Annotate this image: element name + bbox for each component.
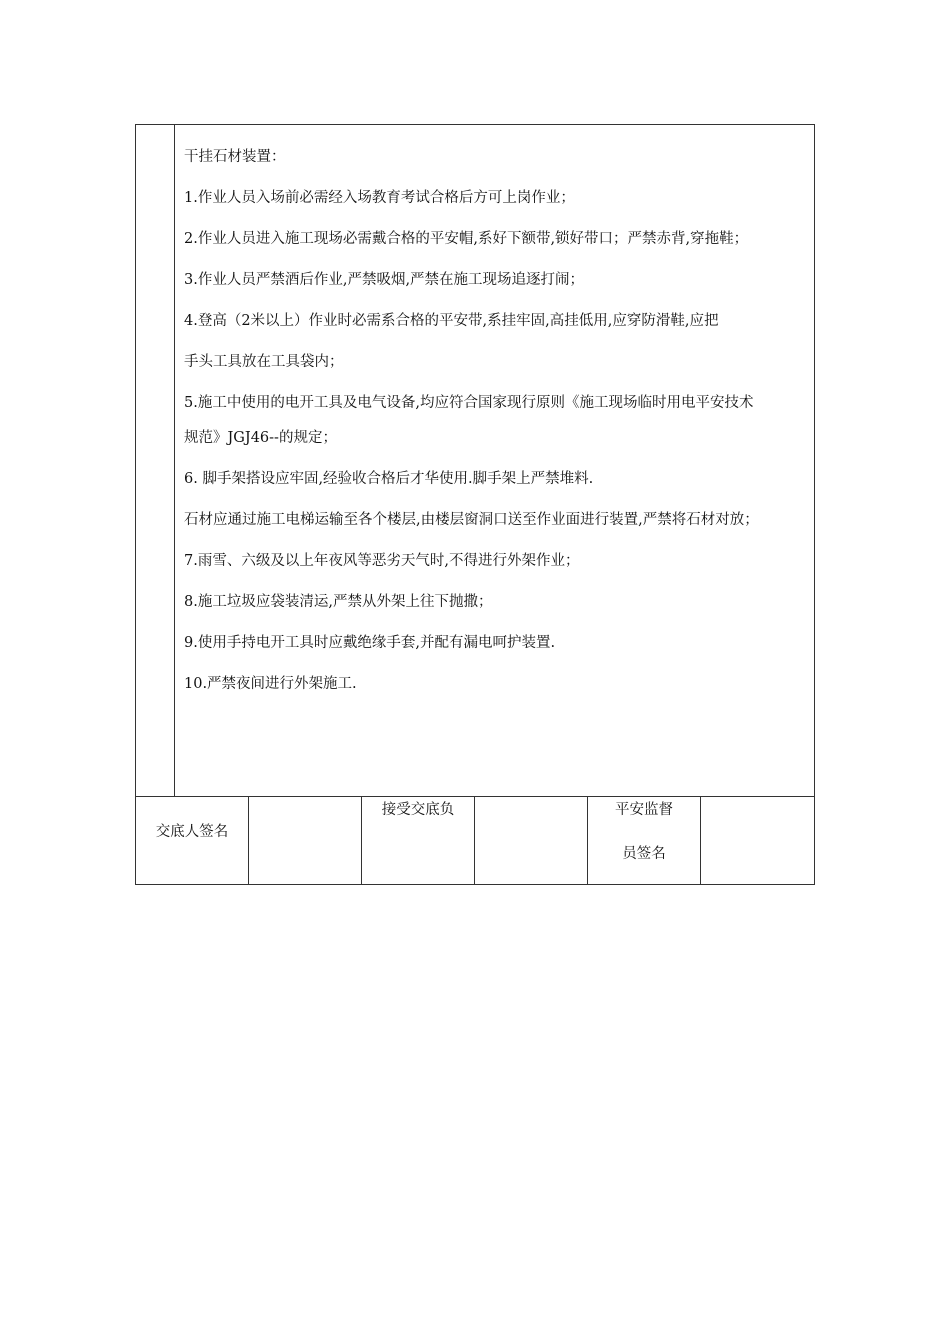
content-label-column — [136, 125, 175, 796]
content-table — [135, 124, 815, 797]
receiver-label: 接受交底负 — [381, 802, 455, 818]
supervisor-label-line2: 员签名 — [622, 846, 666, 862]
supervisor-signature-field[interactable] — [701, 797, 814, 884]
rule-item: 3.作业人员严禁酒后作业,严禁吸烟,严禁在施工现场追逐打闹； — [184, 272, 585, 288]
rule-item: 手头工具放在工具袋内； — [184, 354, 344, 370]
supervisor-label-cell — [588, 797, 701, 884]
supervisor-label-line1: 平安监督 — [615, 802, 673, 818]
rule-item: 4.登高（2米以上）作业时必需系合格的平安带,系挂牢固,高挂低用,应穿防滑鞋,应把 — [184, 313, 719, 329]
rule-item: 1.作业人员入场前必需经入场教育考试合格后方可上岗作业； — [184, 190, 575, 206]
discloser-label: 交底人签名 — [155, 824, 229, 840]
signature-row — [135, 796, 815, 885]
rule-item: 规范》JGJ46--的规定； — [184, 430, 337, 446]
rule-item: 5.施工中使用的电开工具及电气设备,均应符合国家现行原则《施工现场临时用电平安技术 — [184, 395, 754, 411]
rule-item: 6. 脚手架搭设应牢固,经验收合格后才华使用.脚手架上严禁堆料. — [184, 471, 594, 487]
rule-item: 10.严禁夜间进行外架施工. — [184, 676, 357, 692]
discloser-signature-field[interactable] — [249, 797, 362, 884]
receiver-signature-field[interactable] — [475, 797, 588, 884]
discloser-label-cell — [136, 797, 249, 884]
rule-item: 9.使用手持电开工具时应戴绝缘手套,并配有漏电呵护装置. — [184, 635, 556, 651]
safety-disclosure-text — [184, 147, 808, 695]
rule-item: 8.施工垃圾应袋装清运,严禁从外架上往下抛撒； — [184, 594, 493, 610]
rule-item: 石材应通过施工电梯运输至各个楼层,由楼层窗洞口送至作业面进行装置,严禁将石材对放； — [184, 512, 759, 528]
rule-item: 7.雨雪、六级及以上年夜风等恶劣天气时,不得进行外架作业； — [184, 553, 580, 569]
section-title: 干挂石材装置： — [184, 149, 286, 165]
rule-item: 2.作业人员进入施工现场必需戴合格的平安帽,系好下额带,锁好带口；严禁赤背,穿拖鞋； — [184, 231, 749, 247]
receiver-label-cell — [362, 797, 475, 884]
